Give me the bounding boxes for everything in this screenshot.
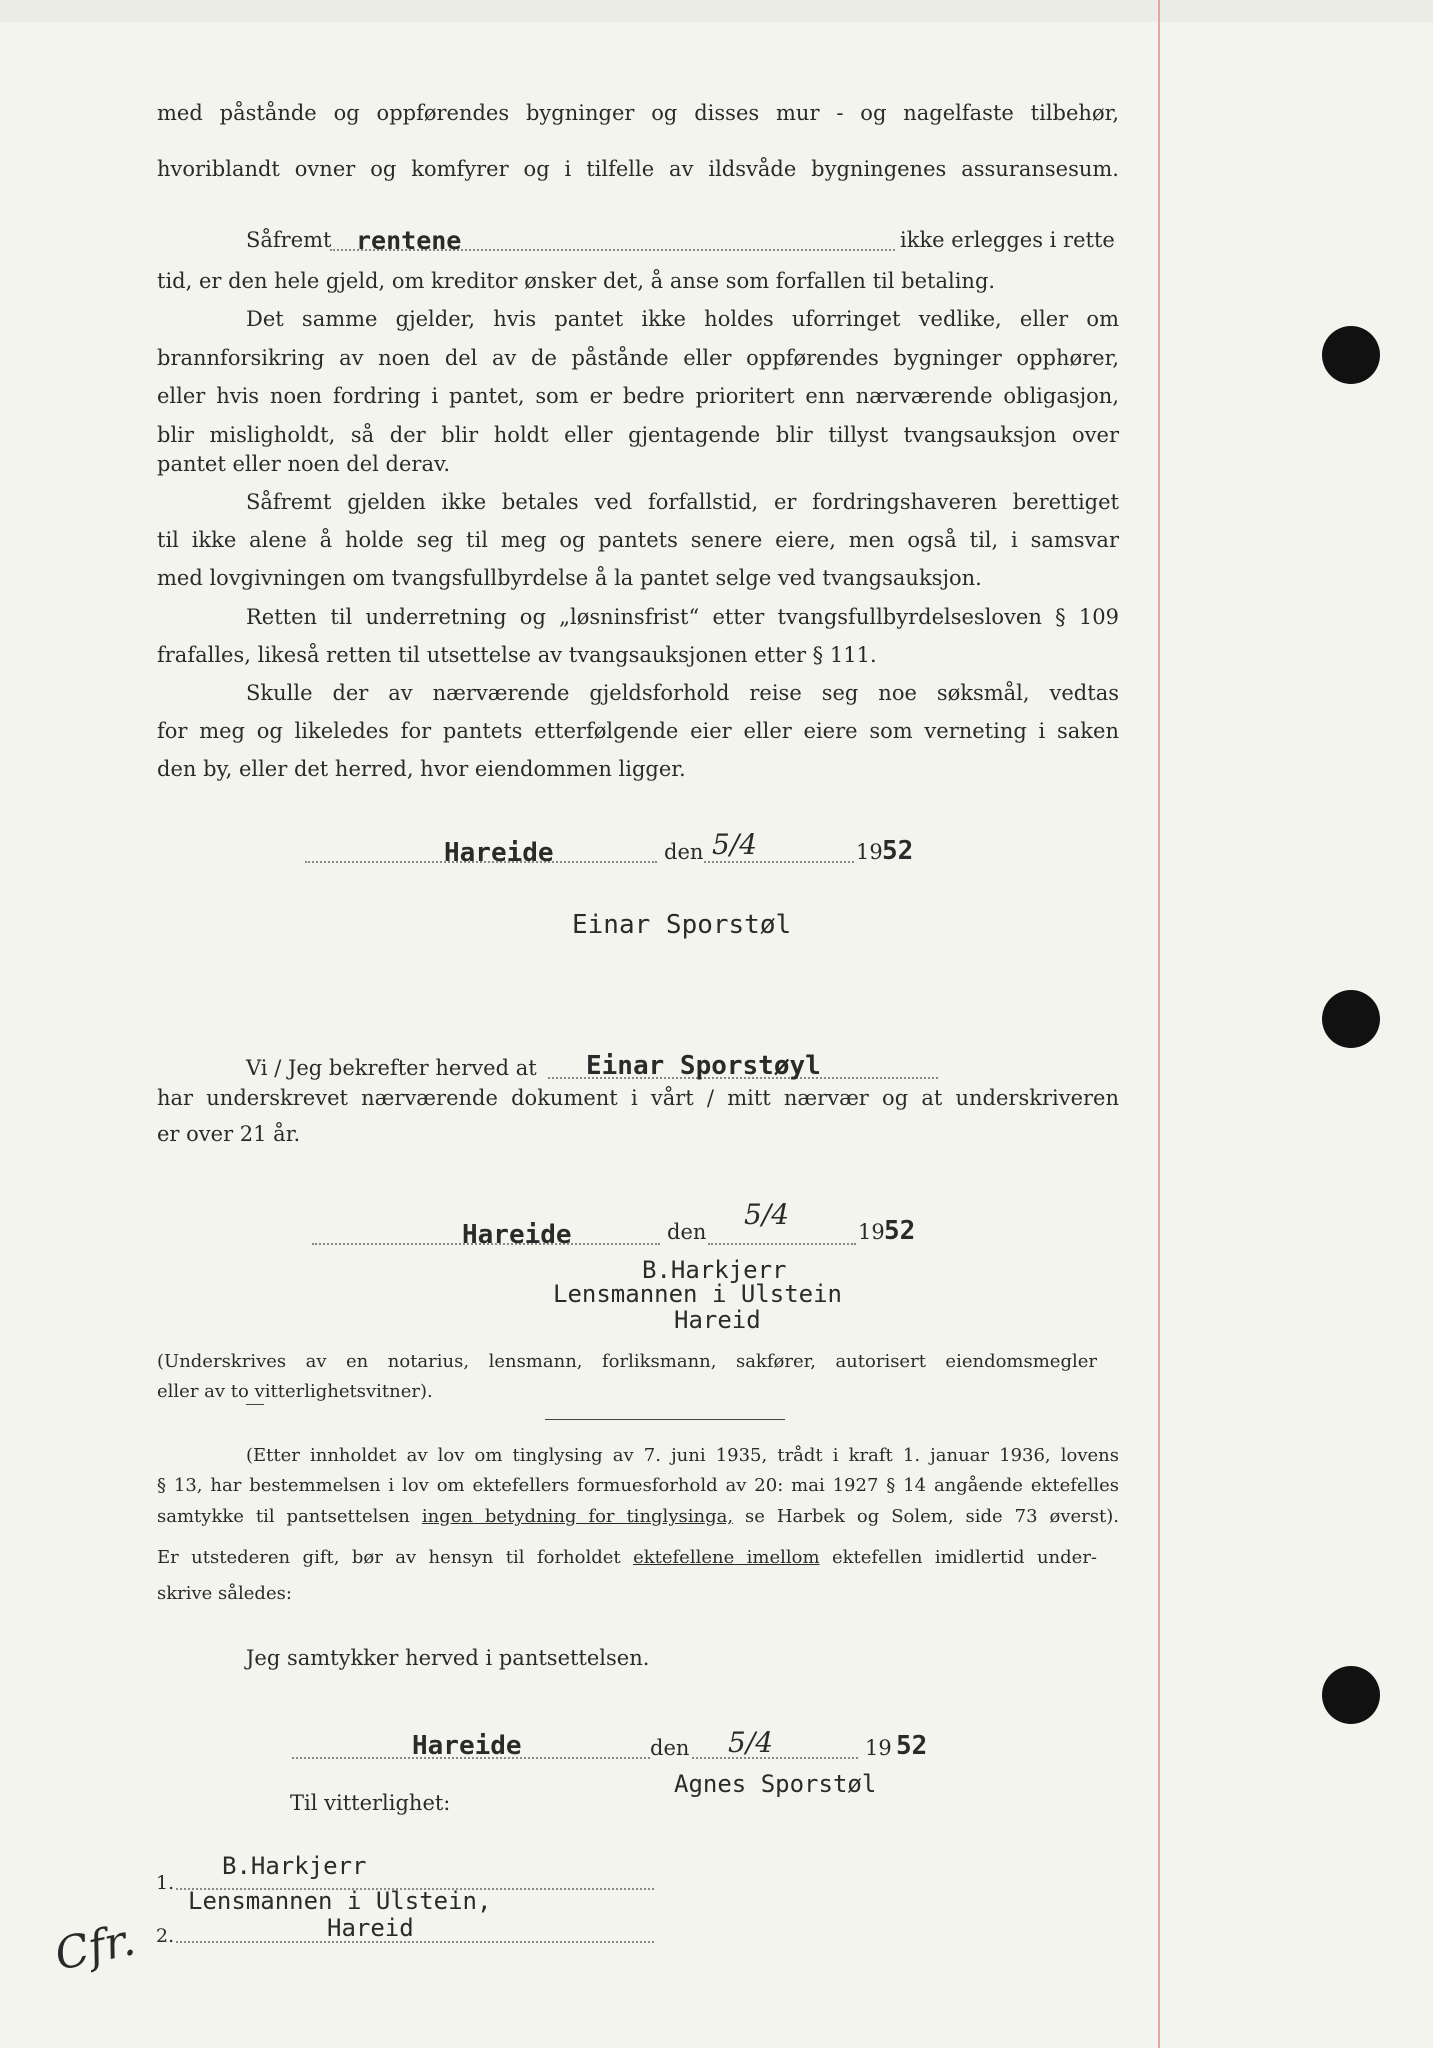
note-line: (Underskrives av en notarius, lensmann, forliksmann, sakfører, autorisert eiendomsmegler (157, 1351, 1097, 1372)
note-underlined-text: ektefellene imellom (633, 1547, 820, 1568)
note-text: samtykke til pantsettelsen (157, 1506, 410, 1527)
safremt-label: Såfremt (246, 228, 332, 252)
handwritten-date: 5/4 (728, 1726, 774, 1759)
body-line: blir misligholdt, så der blir holdt eller gjentagende blir tillyst tvangsauksjon over (157, 423, 1119, 447)
body-line: har underskrevet nærværende dokument i vårt / mitt nærvær og at underskriveren (157, 1086, 1119, 1110)
body-line: brannforsikring av noen del av de påstånde eller oppførendes bygninger opphører, (157, 346, 1119, 370)
den-label: den (667, 1220, 707, 1244)
underline-mark (246, 1404, 264, 1405)
fill-line (176, 1941, 654, 1943)
fill-line (708, 1243, 856, 1245)
punch-hole (1322, 326, 1380, 384)
body-line: tid, er den hele gjeld, om kreditor ønsker det, å anse som forfallen til betaling. (157, 269, 996, 293)
signature-agnes: Agnes Sporstøl (674, 1770, 877, 1798)
fill-line (704, 861, 854, 863)
year-suffix: 52 (884, 1216, 916, 1246)
stamp-line: B.Harkjerr (642, 1256, 787, 1284)
body-line: for meg og likeledes for pantets etterfølgende eier eller eiere som verneting i saken (157, 719, 1119, 743)
note-line (157, 1505, 1119, 1529)
witness1-name: B.Harkjerr (222, 1852, 367, 1880)
handwritten-date: 5/4 (744, 1198, 790, 1231)
note-text: ektefellen imidlertid under- (831, 1547, 1098, 1568)
witness-number: 2. (156, 1925, 175, 1947)
body-line: Det samme gjelder, hvis pantet ikke holdes uforringet vedlike, eller om (246, 307, 1119, 331)
year-suffix: 52 (882, 836, 914, 866)
year-prefix: 19 (858, 1220, 885, 1244)
place-hareide: Hareide (462, 1220, 572, 1250)
page-top-edge (0, 0, 1433, 22)
stamp-line: Lensmannen i Ulstein (553, 1280, 842, 1308)
body-line: er over 21 år. (157, 1122, 301, 1146)
body-line: frafalles, likeså retten til utsettelse av tvangsauksjonen etter § 111. (157, 643, 877, 667)
year-prefix: 19 (865, 1736, 892, 1760)
body-line: eller hvis noen fordring i pantet, som er bedre prioritert enn nærværende obligasjon, (157, 384, 1119, 408)
note-line: § 13, har bestemmelsen i lov om ektefellers formuesforhold av 20: mai 1927 § 14 angående ektefelles (157, 1475, 1119, 1496)
red-margin-line (1158, 0, 1160, 2048)
note-text: se Harbek og Solem, side 73 øverst). (745, 1506, 1119, 1527)
witness1-place: Hareid (327, 1914, 414, 1942)
body-line: den by, eller det herred, hvor eiendommen ligger. (157, 757, 686, 781)
body-line: Retten til underretning og „løsninsfrist“ etter tvangsfullbyrdelsesloven § 109 (246, 605, 1119, 629)
safremt-suffix: ikke erlegges i rette (900, 228, 1115, 252)
vitterlighet-label: Til vitterlighet: (290, 1791, 451, 1815)
body-line: pantet eller noen del derav. (157, 452, 451, 476)
handwritten-margin-mark: Cfr. (50, 1914, 140, 1981)
den-label: den (650, 1736, 690, 1760)
separator-line (545, 1419, 785, 1420)
consent-text: Jeg samtykker herved i pantsettelsen. (246, 1646, 650, 1670)
body-line: hvoriblandt ovner og komfyrer og i tilfelle av ildsvåde bygningenes assuransesum. (157, 157, 1119, 181)
handwritten-date: 5/4 (712, 828, 758, 861)
body-line: Skulle der av nærværende gjeldsforhold reise seg noe søksmål, vedtas (246, 681, 1119, 705)
body-line: til ikke alene å holde seg til meg og pantets senere eiere, men også til, i samsvar (157, 528, 1119, 552)
stamp-line: Hareid (674, 1306, 761, 1334)
note-underlined-text: ingen betydning for tinglysinga, (421, 1506, 734, 1527)
place-hareide: Hareide (412, 1731, 522, 1761)
place-hareide: Hareide (444, 838, 554, 868)
year-suffix: 52 (896, 1731, 928, 1761)
den-label: den (664, 840, 704, 864)
punch-hole (1322, 1666, 1380, 1724)
witness1-title: Lensmannen i Ulstein, (188, 1887, 492, 1915)
note-line: (Etter innholdet av lov om tinglysing av 7. juni 1935, trådt i kraft 1. januar 1936, lovens (246, 1445, 1119, 1466)
body-line: Såfremt gjelden ikke betales ved forfallstid, er fordringshaveren berettiget (246, 490, 1119, 514)
typed-fill-rentene: rentene (356, 226, 462, 255)
body-line: med lovgivningen om tvangsfullbyrdelse å la pantet selge ved tvangsauksjon. (157, 566, 982, 590)
body-line: med påstånde og oppførendes bygninger og disses mur - og nagelfaste tilbehør, (157, 101, 1119, 125)
signature-einar: Einar Sporstøl (572, 910, 792, 940)
note-line (157, 1546, 1097, 1570)
witness-prefix: Vi / Jeg bekrefter herved at (246, 1056, 537, 1080)
note-line: eller av to vitterlighetsvitner). (157, 1381, 433, 1402)
note-line: skrive således: (157, 1583, 292, 1604)
year-prefix: 19 (856, 840, 883, 864)
punch-hole (1322, 990, 1380, 1048)
witness-number: 1. (156, 1872, 175, 1894)
witness-name: Einar Sporstøyl (586, 1051, 821, 1081)
fill-line (692, 1757, 858, 1759)
note-text: Er utstederen gift, bør av hensyn til forholdet (157, 1547, 621, 1568)
